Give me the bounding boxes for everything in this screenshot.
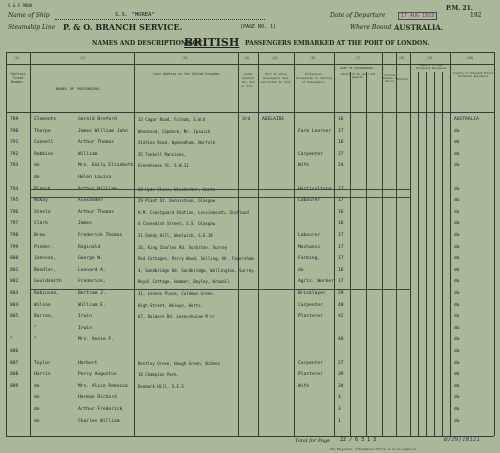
subtitle-british: BRITISH [184,36,240,49]
colnum-2: (2) [80,56,86,60]
hdr-contract-ticket: Contract Ticket Number. [10,72,26,84]
cell-address: 13 Cagar Road, Fulham, S.W.6 [138,117,206,122]
cell-future: do [454,221,460,227]
cell-surname: Taylor [34,360,51,366]
hdr-country-last: Country of Last Permanent Residence [416,64,446,70]
cell-profession: Wife [298,163,310,169]
cell-given: Bertram J. [78,291,106,296]
table-row [6,197,494,206]
cell-surname: Robinson, [34,291,59,296]
cell-address: Royal Cottage, Hammer, Bayley, Wraxall [138,279,230,285]
page-ref: (PAGE NO. 1) [240,24,277,30]
table-row [6,371,494,380]
cell-surname: " [34,325,37,331]
cell-future: do [454,151,460,157]
departure-year: 192 [470,12,482,19]
cell-profession: Horticulture [298,186,332,192]
cell-address: 31, Lennox Place, Caldews Green. [138,291,216,296]
cell-surname: Wilson [34,302,51,308]
cell-no: 793 [10,163,19,169]
colnum-5: (5) [272,56,278,60]
where-bound-label: Where Bound [350,24,392,31]
hdr-infants: Infants [397,78,408,81]
cell-surname: do [34,383,40,389]
subtitle-suffix: PASSENGERS EMBARKED AT THE PORT OF LONDON. [245,40,430,47]
cell-profession: Labourer [298,233,321,238]
cell-future: do [454,360,460,366]
cell-class: 3rd [242,117,251,122]
cell-address: 21 Sandy Hill, Woolwich, S.E.18 [138,233,213,238]
cell-given: Reginald [78,244,101,250]
cell-profession: Labourer [298,198,321,204]
cell-profession: Plasterer [298,314,323,320]
cell-surname: do [34,175,40,180]
cell-no: " [10,337,13,343]
cell-surname: do [34,418,40,424]
line-name: P. & O. BRANCH SERVICE. [63,22,183,32]
cell-future: do [454,325,460,331]
cell-age: 40 [338,302,344,308]
cell-surname: Beedler, [34,267,57,273]
table-row [6,128,494,137]
cell-no: 804 [10,302,19,308]
table-row [6,162,494,171]
cell-given: Arthur Thomas [78,209,114,215]
cell-given: William E. [78,302,106,308]
cell-profession: Agric. Worker [298,279,334,285]
form-number: P.M. 21. [446,5,473,12]
hdr-port: Port at which Passengers have contracted to land. [260,72,292,84]
col-line [494,52,495,436]
cell-no: 805 [10,314,19,320]
cell-profession: Carpenter [298,151,323,157]
cell-no: 807 [10,360,19,366]
table-row [6,394,494,403]
cell-no: 801 [10,267,19,273]
cell-address: 4, Sandbridge Rd. Sandbridge, Wallington, Surrey. [138,267,257,273]
hdr-children: Children between 1 and 12 [383,74,396,83]
cell-age: 17 [338,256,344,262]
table-row [6,360,494,369]
cell-given: Helen Louisa [78,175,112,180]
cell-address: H.M. Coastguard Station, Lossiemouth, Scotland [138,209,249,215]
cell-surname: do [34,163,40,169]
cell-future: do [454,279,460,285]
cell-profession: do [298,267,304,273]
cell-no: 803 [10,291,19,296]
cell-given: Percy Augustus [78,372,117,378]
cell-address: 24 Hyde Close, Winchester, Hants [138,186,216,192]
col-line [434,72,435,436]
cell-no: 802 [10,279,19,285]
cell-surname: Clements [34,117,57,122]
cell-future: do [454,372,460,378]
cell-given: Mrs. Emily Elizabeth [78,163,134,169]
line-label: Steamship Line [8,24,56,31]
cell-future: do [454,337,460,343]
ship-label: Name of Ship [8,12,50,19]
cell-age: 40 [338,337,344,343]
form-code: S & S 9800 [8,3,33,8]
where-bound: AUSTRALIA. [394,23,444,32]
total-values: 22 / 6 3 1 3 [340,437,377,443]
cell-future: do [454,418,460,424]
cell-future: do [454,209,460,215]
cell-no: 789 [10,117,19,122]
cell-given: Gerald Breford [78,117,117,122]
cell-given: Arthur William [78,186,117,192]
cell-future: do [454,407,460,412]
cell-future: do [454,186,460,192]
cell-surname: Johnson, [34,256,57,262]
cell-given: Mrs. Alice Rebecca [78,383,128,389]
cell-no: 796 [10,209,19,215]
cell-age: 17 [338,279,344,285]
strike-line [30,197,410,198]
hdr-class: CLASS (whether 1st, 2nd or 3rd). [241,72,255,88]
colnum-7: (7) [355,56,361,60]
cell-no: 809 [10,383,19,389]
cell-future: do [454,163,460,169]
cell-surname: Harris [34,372,51,378]
cell-address: 18 Champion Park, [138,372,179,378]
cell-future: do [454,291,460,296]
cell-surname: Gouldsmith [34,279,62,285]
cell-address: High Street, Welwyn, Herts. [138,302,204,308]
table-row [6,232,494,241]
cell-port: ADELAIDE [262,117,285,122]
cell-profession: Mechanic [298,244,321,250]
cell-given: Irwin [78,325,92,331]
col-line [366,72,367,436]
cell-address: 67, Dalmore Rd. Levenshulme M'cr [138,314,216,320]
total-label: Total for Page [295,438,331,444]
cell-age: 27 [338,360,344,366]
cell-profession: Farming, [298,256,321,262]
cell-address: Denmark Hill, S.E.5 [138,383,184,389]
table-bottom-border [6,436,494,437]
cell-age: 17 [338,244,344,250]
cell-no: 799 [10,244,19,250]
cell-address: Bentley Grove, Hough Green, Widnes [138,360,220,366]
cell-no: 792 [10,151,19,157]
table-row [6,348,494,357]
table-top-border [6,52,494,53]
cell-future: do [454,302,460,308]
hdr-country-future: Country of Intended Future Permanent Residence [452,72,494,78]
colnum-4: (4) [244,56,250,60]
cell-given: William [78,151,98,157]
cell-future: AUSTRALIA [454,117,479,122]
table-row [6,209,494,218]
cell-given: Leonard A. [78,267,106,273]
cell-age: 42 [338,314,344,320]
col-line [442,72,443,436]
cell-given: Mrs. Annie F. [78,337,114,343]
cell-surname: Barron, [34,314,54,320]
cell-age: 16 [338,221,344,227]
colnum-10: (10) [466,56,474,60]
cell-given: Herbert [78,360,98,366]
cell-no: 797 [10,221,19,227]
cell-address: 4 Cavendish Street, S.S. Glasgow [138,221,216,227]
cell-surname: Thorpe [34,128,51,134]
cell-future: do [454,140,460,146]
col-line [418,72,419,436]
cell-address: 35 Tonbell Mansions, [138,151,187,157]
cell-given: Charles William [78,418,120,424]
cell-no: 800 [10,256,19,262]
cell-given: George W. [78,256,103,262]
cell-age: 4 [338,395,341,401]
cell-address: Red Cottages, Perry Wood, Selling, Nr. Faversham [138,256,254,262]
cell-future: do [454,244,460,250]
cell-future: do [454,395,460,401]
cell-profession: Plasterer [298,372,323,378]
cell-age: 17 [338,198,344,204]
cell-future: do [454,128,460,134]
stamp-ref: B729/10121 [444,436,481,443]
cell-age: 16 [338,117,344,122]
table-row [6,116,494,125]
cell-future: do [454,349,460,354]
hdr-adults: Adults of 12 years and upwards. [340,73,376,79]
table-row [6,151,494,160]
cell-no: 790 [10,128,19,134]
table-row [6,174,494,183]
cell-age: 27 [338,151,344,157]
cell-profession: Carpenter [298,360,323,366]
cell-age: 17 [338,233,344,238]
cell-no: 808 [10,372,19,378]
hdr-address: Last Address in the United Kingdom. [153,72,221,76]
colnum-6: (6) [310,56,316,60]
cell-age: 16 [338,140,344,146]
cell-surname: " [34,337,37,343]
colnum-1: (1) [14,56,20,60]
table-row [6,383,494,392]
cell-age: 39 [338,372,344,378]
subtitle-prefix: NAMES AND DESCRIPTIONS OF [92,40,203,47]
cell-no: 794 [10,186,19,192]
table-row [6,302,494,311]
cell-given: James [78,221,92,227]
colnum-9: (9) [427,56,433,60]
departure-label: Date of Departure [330,12,386,19]
strike-line [30,289,410,290]
footer-note: The Emigrants' Information Office is to be supplied [330,447,416,451]
cell-given: Arthur Frederick [78,407,123,412]
colnum-8: (8) [399,56,405,60]
cell-address: Station Road, Wymondham, Norfolk [138,140,216,146]
cell-address: 29 Plant St. Dennistoun, Glasgow [138,198,216,204]
cell-age: 3 [338,407,341,412]
cell-no: 791 [10,140,19,146]
table-row [6,267,494,276]
cell-age: 17 [338,186,344,192]
cell-surname: Robbins [34,151,54,157]
hdr-profession: Profession, Occupation or Calling of Passengers. [296,72,332,84]
cell-address: Woodsend, Copdock, Nr. Ipswich [138,128,211,134]
table-row [6,418,494,427]
table-row [6,139,494,148]
cell-given: Frederick, [78,279,106,285]
cell-age: 1 [338,418,341,424]
cell-age: 17 [338,128,344,134]
table-header-border [6,112,494,113]
table-row [6,220,494,229]
ship-dotline [55,19,265,20]
cell-given: Arthur Thomas [78,140,114,146]
cell-profession: Wife [298,383,310,389]
cell-surname: do [34,407,40,412]
cell-surname: Steele [34,209,51,215]
cell-future: do [454,314,460,320]
hdr-ages: AGES OF PASSENGERS. [340,66,375,70]
cell-age: 16 [338,209,344,215]
cell-future: do [454,233,460,238]
cell-surname: Clark [34,221,48,227]
cell-profession: Bricklayer [298,291,326,296]
ship-name: S.S. "MOREA" [115,12,155,18]
table-row [6,255,494,264]
cell-surname: Brew [34,233,46,238]
cell-future: do [454,383,460,389]
cell-address: 26, King Charles Rd. Surbiton. Surrey [138,244,228,250]
cell-given: Alexander [78,198,103,204]
cell-surname: McKay [34,198,48,204]
cell-profession: Farm Learner [298,128,332,134]
colnum-3: (3) [182,56,188,60]
cell-surname: Pinder, [34,244,54,250]
cell-surname: do [34,395,40,401]
cell-given: James William John [78,128,128,134]
table-row [6,325,494,334]
cell-age: 34 [338,383,344,389]
cell-future: do [454,198,460,204]
cell-address: Greenhouse St. S.W.11 [138,163,189,169]
table-row [6,336,494,345]
cell-age: 16 [338,267,344,273]
cell-no: 806 [10,349,19,354]
cell-future: do [454,256,460,262]
table-row [6,244,494,253]
col-line [350,72,351,436]
cell-age: 24 [338,163,344,169]
col-line [426,72,427,436]
cell-surname: Connell [34,140,54,146]
cell-age: 29 [338,291,344,296]
cell-given: Herman Richard [78,395,117,401]
table-row [6,406,494,415]
hdr-names: NAMES OF PASSENGERS. [56,86,102,91]
cell-no: 795 [10,198,19,204]
cell-given: Frederick Thomas [78,233,123,238]
cell-profession: Carpenter [298,302,323,308]
table-row [6,313,494,322]
table-row [6,278,494,287]
cell-no: 798 [10,233,19,238]
cell-given: Irwin [78,314,92,320]
table-row [6,290,494,299]
cell-future: do [454,267,460,273]
cell-surname: Blanch [34,186,51,192]
departure-stamp: 17 AUG 1923 [398,12,437,20]
table-row [6,186,494,195]
